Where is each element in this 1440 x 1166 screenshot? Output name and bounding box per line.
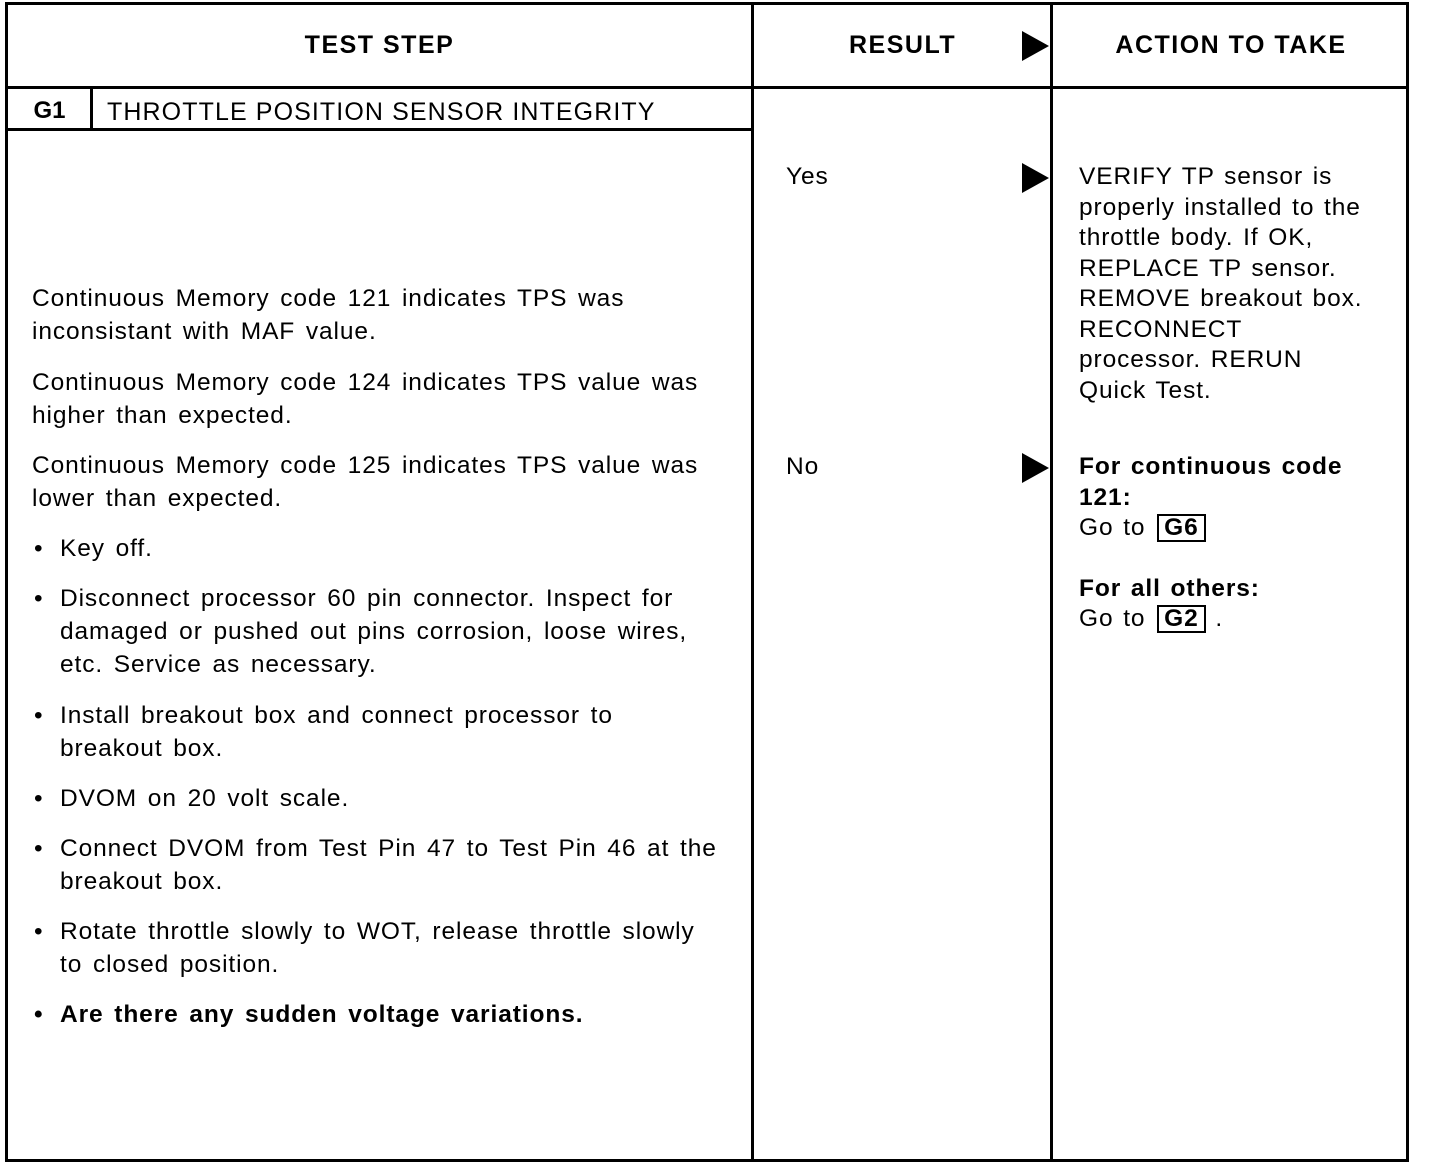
step-id-divider: [90, 89, 93, 131]
result-no: No: [786, 453, 820, 480]
step-bullet-install-breakout: [32, 699, 722, 765]
bullet-icon: •: [34, 1001, 44, 1028]
goto-text: Go to: [1079, 605, 1146, 632]
result-yes-arrow-icon: [1022, 163, 1049, 193]
action-yes-line: REMOVE breakout box.: [1079, 285, 1363, 312]
action-yes-line: Quick Test.: [1079, 376, 1212, 404]
step-bullet-text: Connect DVOM from Test Pin 47 to Test Pin 46 at the breakout box.: [60, 835, 717, 895]
step-bullet-key-off: [32, 532, 722, 565]
step-bullet-text: Disconnect processor 60 pin connector. Inspect for damaged or pushed out pins corrosion, loose wires, etc. Service as necessary.: [60, 585, 688, 678]
action-no-spacer: [1079, 544, 1404, 574]
step-paragraph-code-124: Continuous Memory code 124 indicates TPS value was higher than expected.: [32, 369, 699, 429]
action-yes-line: processor. RERUN: [1079, 346, 1303, 373]
header-action-to-take: ACTION TO TAKE: [1115, 31, 1347, 59]
step-bullet-connect-dvom: [32, 832, 722, 898]
result-yes: Yes: [786, 163, 829, 190]
action-no-others-heading: For all others:: [1079, 574, 1260, 602]
step-bullet-disconnect: [32, 582, 722, 681]
action-no-continuous-code: 121:: [1079, 483, 1132, 511]
column-divider-test-step: [751, 2, 754, 1162]
header-divider: [5, 86, 1409, 89]
step-id: G1: [33, 97, 66, 124]
action-no-continuous-heading: For continuous code: [1079, 453, 1343, 480]
goto-text: Go to: [1079, 514, 1146, 541]
header-result: RESULT: [849, 31, 957, 59]
action-yes-line: REPLACE TP sensor.: [1079, 254, 1337, 282]
column-divider-result: [1050, 2, 1053, 1162]
step-bullet-text: Key off.: [60, 535, 153, 562]
step-bullet-text: Are there any sudden voltage variations.: [60, 1001, 584, 1028]
step-bullet-text: Install breakout box and connect processor to breakout box.: [60, 702, 613, 762]
goto-suffix: .: [1215, 605, 1224, 632]
header-arrow-icon: [1022, 31, 1049, 61]
bullet-icon: •: [34, 535, 44, 562]
bullet-icon: •: [34, 835, 44, 862]
bullet-icon: •: [34, 702, 44, 729]
step-bullet-dvom-scale: [32, 782, 722, 815]
action-no-continuous-goto: [1079, 513, 1404, 544]
action-no: [1079, 452, 1404, 635]
action-yes-line: throttle body. If OK,: [1079, 224, 1314, 251]
step-title: THROTTLE POSITION SENSOR INTEGRITY: [107, 98, 656, 126]
header-test-step: TEST STEP: [304, 31, 455, 59]
step-bullet-text: DVOM on 20 volt scale.: [60, 785, 350, 812]
step-bullet-rotate-throttle: [32, 915, 722, 981]
result-no-arrow-icon: [1022, 453, 1049, 483]
bullet-icon: •: [34, 785, 44, 812]
step-bullet-question: [32, 998, 722, 1031]
action-no-others-goto: [1079, 604, 1404, 635]
step-bullet-text: Rotate throttle slowly to WOT, release throttle slowly to closed position.: [60, 918, 695, 978]
goto-ref-g2[interactable]: G2: [1157, 605, 1205, 633]
step-paragraph-code-121: Continuous Memory code 121 indicates TPS was inconsistant with MAF value.: [32, 285, 625, 345]
action-yes: [1079, 162, 1404, 406]
action-yes-line: properly installed to the: [1079, 193, 1361, 221]
goto-ref-g6[interactable]: G6: [1157, 514, 1205, 542]
bullet-icon: •: [34, 918, 44, 945]
bullet-icon: •: [34, 585, 44, 612]
action-yes-line: VERIFY TP sensor is: [1079, 163, 1333, 190]
action-yes-line: RECONNECT: [1079, 315, 1243, 343]
step-paragraph-code-125: Continuous Memory code 125 indicates TPS value was lower than expected.: [32, 452, 699, 512]
